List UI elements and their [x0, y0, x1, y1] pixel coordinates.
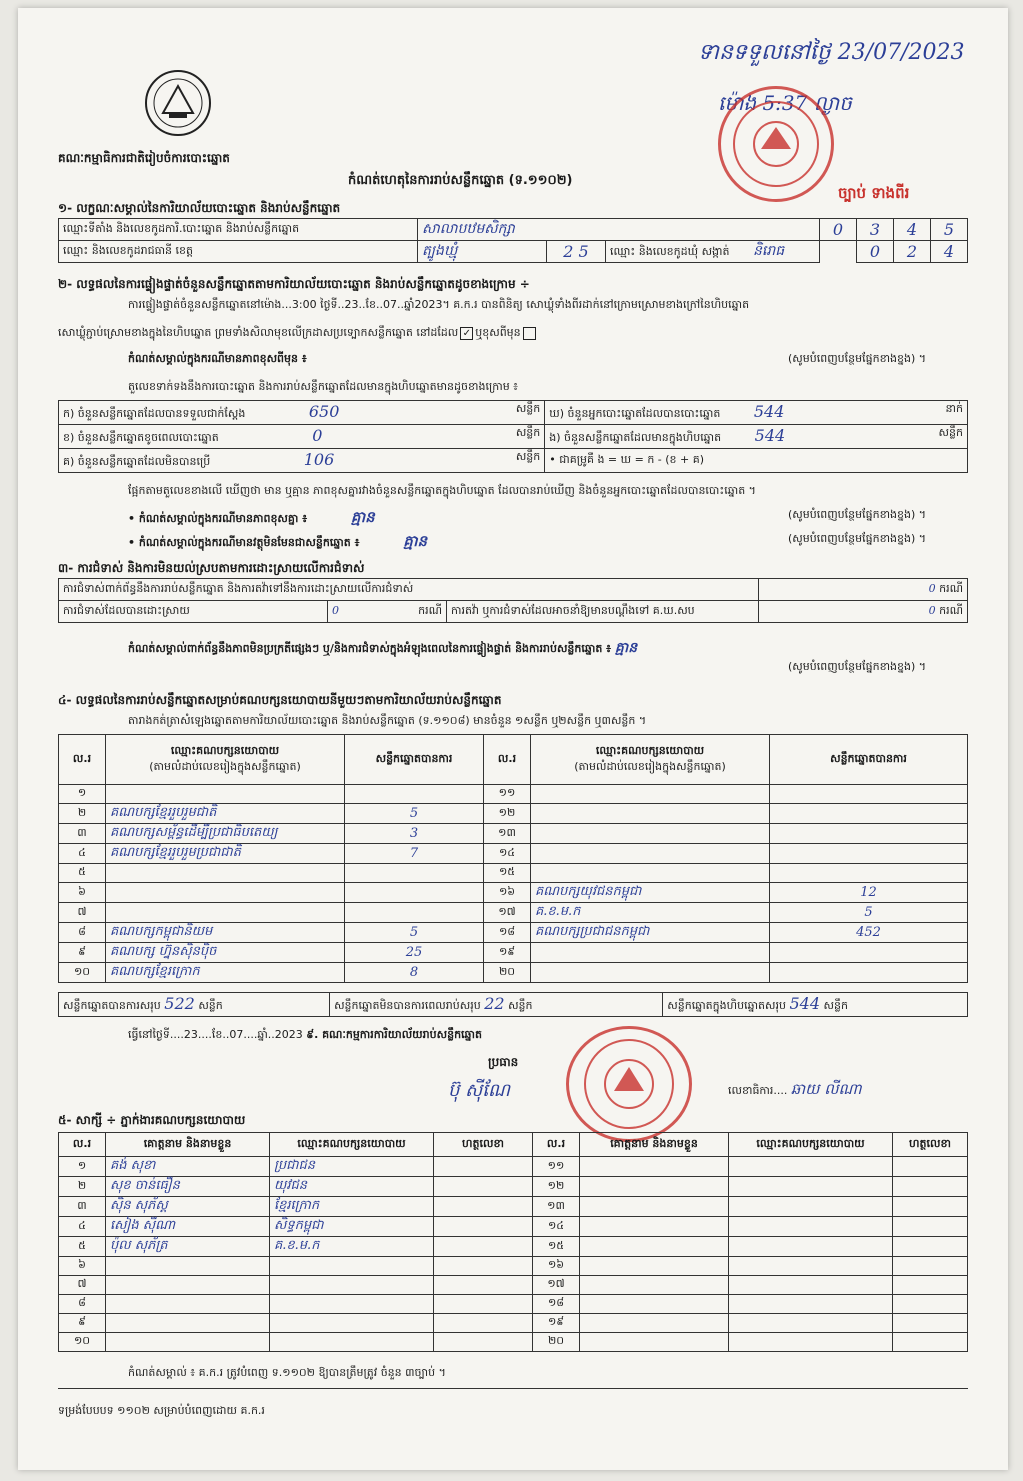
witness-name: ប៉ុល សុភ័ត្រ	[106, 1237, 270, 1257]
results-row	[59, 785, 968, 804]
party-name	[531, 785, 770, 804]
row-no: ៩	[59, 943, 106, 963]
s4-title: ៤- លទ្ធផលនៃការរាប់សន្លឹកឆ្នោតសម្រាប់គណបក្សនយោបាយនីមួយៗតាមការិយាល័យរាប់សន្លឹកឆ្នោត	[58, 693, 502, 707]
s2-title: ២- លទ្ធផលនៃការផ្ទៀងផ្ទាត់ចំនួនសន្លឹកឆ្នោតតាមការិយាល័យបោះឆ្នោត និងរាប់សន្លឹកឆ្នោតដូចខាងក្រោម ÷	[58, 277, 530, 291]
witness-signature	[434, 1157, 533, 1177]
witness-signature	[434, 1333, 533, 1352]
s3-fill-note: (សូមបំពេញបន្ថែមផ្នែកខាងខ្នង) ។	[788, 660, 927, 673]
witness-no: ១១	[533, 1157, 580, 1177]
s2-line1: ការផ្ទៀងផ្ទាត់ចំនួនសន្លឹកឆ្នោតនៅម៉ោង...3:00 ថ្ងៃទី..23..ខែ..07..ឆ្នាំ2023។ គ.ក.រ បានពិនិត្យ សោឃ្លុំទាំងពីរដាក់នៅក្រោមស្រោមខាងក្រៅនៃហិបឆ្នោត	[128, 298, 750, 311]
witness-name	[580, 1157, 729, 1177]
th-w-sign: ហត្ថលេខា	[434, 1133, 533, 1157]
witness-name	[580, 1295, 729, 1314]
s2-fill-note-2: (សូមបំពេញបន្ថែមផ្នែកខាងខ្នង) ។	[788, 508, 927, 521]
th-w-name: គោត្តនាម និងនាមខ្លួន	[106, 1133, 270, 1157]
party-name	[106, 903, 345, 923]
results-row	[59, 864, 968, 883]
witness-signature	[893, 1197, 968, 1217]
witness-no: ៦	[59, 1257, 106, 1276]
witness-party	[729, 1257, 893, 1276]
party-name: គណបក្សកម្ពុជានិយម	[106, 923, 345, 943]
th-votes: សន្លឹកឆ្នោតបានការ	[345, 735, 484, 785]
row-no: ១៩	[484, 943, 531, 963]
count-gho: ឃ) ចំនួនអ្នកបោះឆ្នោតដែលបានបោះឆ្នោត 544 នាក់	[545, 401, 968, 425]
witness-signature	[893, 1276, 968, 1295]
witness-row	[59, 1237, 968, 1257]
witness-signature	[893, 1314, 968, 1333]
th-no: ល.រ	[59, 735, 106, 785]
footer-note: កំណត់សម្គាល់ ៖ គ.ក.រ ត្រូវបំពេញ ទ.១១០២ ឱ្យបានត្រឹមត្រូវ ចំនួន ៣ច្បាប់ ។	[128, 1366, 446, 1379]
s3-r1-value: 0 ករណី	[759, 579, 968, 601]
witness-no: ៤	[59, 1217, 106, 1237]
witness-no: ២	[59, 1177, 106, 1197]
witness-party: ប្រជាជន	[270, 1157, 434, 1177]
date-line: ធ្វើនៅថ្ងៃទី....23....ខែ..07....ឆ្នាំ..2023 ៩. គណៈកម្មការការិយាល័យរាប់សន្លឹកឆ្នោត	[128, 1028, 483, 1041]
s3-r2b-value: 0 ករណី	[759, 601, 968, 623]
party-name: គណបក្សប្រជាជនកម្ពុជា	[531, 923, 770, 943]
s3-title: ៣- ការជំទាស់ និងការមិនយល់ស្របតាមការដោះស្រាយលើការជំទាស់	[58, 561, 365, 575]
witness-row	[59, 1333, 968, 1352]
party-name	[531, 844, 770, 864]
party-votes	[345, 864, 484, 883]
witness-no: ១៨	[533, 1295, 580, 1314]
s1-row1-label: ឈ្មោះទីតាំង និងលេខកូដការិ.បោះឆ្នោត និងរាប់សន្លឹកឆ្នោត	[59, 219, 418, 241]
s4-totals-table	[58, 992, 968, 1017]
count-ngo: ង) ចំនួនសន្លឹកឆ្នោតដែលមានក្នុងហិបឆ្នោត 544 សន្លឹក	[545, 425, 968, 449]
witness-name	[106, 1314, 270, 1333]
province-name: ត្បូងឃ្មុំ	[418, 241, 547, 263]
witness-party: យុវជន	[270, 1177, 434, 1197]
row-no: ១	[59, 785, 106, 804]
code-digit: 3	[857, 219, 894, 241]
witness-no: ១៥	[533, 1237, 580, 1257]
party-votes	[770, 943, 968, 963]
s5-witness-table	[58, 1132, 968, 1352]
s2-note-line: កំណត់សម្គាល់ក្នុងករណីមានភាពខុសពីមុន ៖	[128, 352, 307, 365]
party-name	[106, 864, 345, 883]
s2-counts-table	[58, 400, 968, 473]
witness-no: ១៣	[533, 1197, 580, 1217]
official-stamp-top	[718, 86, 834, 202]
party-name: គណបក្សខ្មែររួបរួមប្រជាជាតិ	[106, 844, 345, 864]
witness-name	[580, 1197, 729, 1217]
witness-name	[580, 1217, 729, 1237]
witness-party: សិទ្ធកម្ពុជា	[270, 1217, 434, 1237]
witness-signature	[434, 1217, 533, 1237]
results-row	[59, 963, 968, 983]
witness-name	[580, 1177, 729, 1197]
party-name	[531, 963, 770, 983]
witness-signature	[893, 1295, 968, 1314]
witness-row	[59, 1314, 968, 1333]
code-digit: 0	[820, 219, 857, 241]
count-kho: ខ) ចំនួនសន្លឹកឆ្នោតខូចពេលបោះឆ្នោត 0 សន្លឹក	[59, 425, 545, 449]
s1-row2-label: ឈ្មោះ និងលេខកូដរាជធានី ខេត្ត	[59, 241, 418, 263]
s2-bullet1: • កំណត់សម្គាល់ក្នុងករណីមានភាពខុសគ្នា ៖ គ្មាន	[128, 508, 375, 526]
s4-results-table	[58, 734, 968, 983]
chair-label: ប្រធាន	[488, 1055, 519, 1069]
witness-signature	[434, 1276, 533, 1295]
party-votes	[345, 883, 484, 903]
s2-match-line: ផ្អែកតាមតួលេខខាងលើ ឃើញថា មាន ឬគ្មាន ភាពខុសគ្នារវាងចំនួនសន្លឹកឆ្នោតក្នុងហិបឆ្នោត ដែលបានរាប់ឃើញ និងចំនួនអ្នកបោះឆ្នោតដែលបានបោះឆ្នោត ។	[128, 484, 756, 497]
witness-signature	[893, 1333, 968, 1352]
row-no: ៤	[59, 844, 106, 864]
party-votes: 12	[770, 883, 968, 903]
total-box: សន្លឹកឆ្នោតក្នុងហិបឆ្នោតសរុប 544 សន្លឹក	[663, 993, 968, 1017]
total-invalid: សន្លឹកឆ្នោតមិនបានការពេលរាប់សរុប 22 សន្លឹក	[330, 993, 663, 1017]
s2-bullet2: • កំណត់សម្គាល់ក្នុងករណីមានវត្ថុមិនមែនជាសន្លឹកឆ្នោត ៖ គ្មាន	[128, 532, 428, 550]
witness-no: ១៩	[533, 1314, 580, 1333]
witness-row	[59, 1197, 968, 1217]
party-votes: 7	[345, 844, 484, 864]
commune-code-digit: 0	[857, 241, 894, 263]
witness-row	[59, 1276, 968, 1295]
results-row	[59, 903, 968, 923]
row-no: ១៤	[484, 844, 531, 864]
witness-no: ១៤	[533, 1217, 580, 1237]
party-name	[531, 804, 770, 824]
witness-party	[270, 1314, 434, 1333]
witness-name: សៀង ស៊ីណា	[106, 1217, 270, 1237]
s3-note: កំណត់សម្គាល់ពាក់ព័ន្ធនឹងភាពមិនប្រក្រតីផ្សេងៗ ឬ/និងការជំទាស់ក្នុងអំឡុងពេលនៃការផ្ទៀងផ្ទាត់ និងការរាប់សន្លឹកឆ្នោត ៖ គ្មាន	[128, 640, 638, 656]
witness-party: ខ្មែរក្រោក	[270, 1197, 434, 1217]
th-w-name-right: គោត្តនាម និងនាមខ្លួន	[580, 1133, 729, 1157]
witness-party	[729, 1237, 893, 1257]
witness-party	[270, 1333, 434, 1352]
stamp-emblem-icon	[569, 1029, 689, 1139]
received-time: ម៉ោង 5:37 ល្ងាច	[718, 91, 852, 115]
results-row	[59, 804, 968, 824]
party-name: គណបក្សយុវជនកម្ពុជា	[531, 883, 770, 903]
s2-fill-note: (សូមបំពេញបន្ថែមផ្នែកខាងខ្នង) ។	[788, 352, 927, 365]
count-ka: ក) ចំនួនសន្លឹកឆ្នោតដែលបានទទួលជាក់ស្តែង 650 សន្លឹក	[59, 401, 545, 425]
witness-signature	[434, 1177, 533, 1197]
s5-title: ៥- សាក្សី ÷ ភ្នាក់ងារគណបក្សនយោបាយ	[58, 1113, 246, 1127]
row-no: ១១	[484, 785, 531, 804]
party-votes	[770, 824, 968, 844]
witness-signature	[893, 1237, 968, 1257]
witness-name: គង់ សុខា	[106, 1157, 270, 1177]
row-no: ១៣	[484, 824, 531, 844]
committee-name: គណៈកម្មាធិការជាតិរៀបចំការបោះឆ្នោត	[58, 151, 230, 165]
commune-cell: ឈ្មោះ និងលេខកូដឃុំ សង្កាត់ និរោធ	[606, 241, 820, 263]
commune-code-digit: 4	[931, 241, 968, 263]
witness-signature	[434, 1257, 533, 1276]
s1-title: ១- លក្ខណៈសម្គាល់នៃការិយាល័យបោះឆ្នោត និងរាប់សន្លឹកឆ្នោត	[58, 201, 341, 215]
witness-no: ៧	[59, 1276, 106, 1295]
s3-r2b-label: ការតវ៉ា ឬការជំទាស់ដែលអាចនាំឱ្យមានបណ្តឹងទៅ គ.ឃ.សប	[447, 601, 759, 623]
received-note: ទាន​ទទួល​នៅ​ថ្ងៃ 23/07/2023	[698, 40, 965, 65]
witness-party	[729, 1295, 893, 1314]
th-w-party-right: ឈ្មោះគណបក្សនយោបាយ	[729, 1133, 893, 1157]
th-no-right: ល.រ	[484, 735, 531, 785]
witness-name	[106, 1333, 270, 1352]
total-valid: សន្លឹកឆ្នោតបានការសរុប 522 សន្លឹក	[59, 993, 330, 1017]
row-no: ១០	[59, 963, 106, 983]
party-votes: 3	[345, 824, 484, 844]
witness-name: សុខ ចាន់ធឿន	[106, 1177, 270, 1197]
secretary-label: លេខាធិការ.... ឆាយ លីណា	[728, 1080, 862, 1098]
row-no: ៨	[59, 923, 106, 943]
results-row	[59, 923, 968, 943]
row-no: ១២	[484, 804, 531, 824]
witness-party	[729, 1333, 893, 1352]
party-name	[106, 883, 345, 903]
witness-no: ១២	[533, 1177, 580, 1197]
witness-signature	[434, 1314, 533, 1333]
s1-location: សាលាបឋមសិក្សា	[418, 219, 820, 241]
row-no: ១៦	[484, 883, 531, 903]
row-no: ៣	[59, 824, 106, 844]
party-name	[531, 824, 770, 844]
changed-checkbox[interactable]	[523, 327, 536, 340]
witness-party	[270, 1257, 434, 1276]
party-name: គណបក្សសម្ព័ន្ធដើម្បីប្រជាធិបតេយ្យ	[106, 824, 345, 844]
witness-party	[729, 1276, 893, 1295]
s3-r1-label: ការជំទាស់ពាក់ព័ន្ធនឹងការរាប់សន្លឹកឆ្នោត និងការតវ៉ាទៅនឹងការដោះស្រាយលើការជំទាស់	[59, 579, 759, 601]
party-votes: 8	[345, 963, 484, 983]
s1-table	[58, 218, 968, 263]
party-votes	[345, 903, 484, 923]
witness-party	[270, 1276, 434, 1295]
witness-row	[59, 1257, 968, 1276]
results-row	[59, 883, 968, 903]
witness-name	[580, 1333, 729, 1352]
row-no: ២	[59, 804, 106, 824]
witness-name	[580, 1237, 729, 1257]
nec-emblem-icon	[143, 68, 213, 138]
row-no: ១៥	[484, 864, 531, 883]
form-page	[18, 8, 1008, 1470]
witness-no: ៨	[59, 1295, 106, 1314]
witness-signature	[893, 1177, 968, 1197]
th-party: ឈ្មោះគណបក្សនយោបាយ (តាមលំដាប់លេខរៀងក្នុងសន្លឹកឆ្នោត)	[106, 735, 345, 785]
witness-party	[729, 1314, 893, 1333]
s3-table	[58, 578, 968, 623]
party-votes: 25	[345, 943, 484, 963]
witness-row	[59, 1177, 968, 1197]
witness-party	[729, 1157, 893, 1177]
witness-name	[106, 1276, 270, 1295]
row-no: ១៧	[484, 903, 531, 923]
party-votes: 5	[345, 804, 484, 824]
official-stamp-bottom	[566, 1026, 692, 1142]
row-no: ៧	[59, 903, 106, 923]
witness-signature	[893, 1217, 968, 1237]
witness-no: ១០	[59, 1333, 106, 1352]
party-votes: 5	[345, 923, 484, 943]
th-votes-right: សន្លឹកឆ្នោតបានការ	[770, 735, 968, 785]
province-code: 2 5	[547, 241, 606, 263]
witness-row	[59, 1217, 968, 1237]
party-name: គណបក្សខ្មែររួបរួមជាតិ	[106, 804, 345, 824]
th-party-right: ឈ្មោះគណបក្សនយោបាយ (តាមលំដាប់លេខរៀងក្នុងសន្លឹកឆ្នោត)	[531, 735, 770, 785]
nec-logo	[143, 68, 213, 138]
code-digit: 5	[931, 219, 968, 241]
witness-name: ស៊ិន សុភ័ស្ត	[106, 1197, 270, 1217]
row-no: ៦	[59, 883, 106, 903]
form-reference: ទម្រង់បែបបទ ១១០២ សម្រាប់បំពេញដោយ គ.ក.រ	[58, 1404, 265, 1417]
witness-no: ៩	[59, 1314, 106, 1333]
party-name	[106, 785, 345, 804]
s2-intro: តួលេខទាក់ទងនឹងការបោះឆ្នោត និងការរាប់សន្លឹកឆ្នោតដែលមានក្នុងហិបឆ្នោតមានដូចខាងក្រោម ៖	[128, 380, 519, 393]
th-w-sign-right: ហត្ថលេខា	[893, 1133, 968, 1157]
witness-no: ២០	[533, 1333, 580, 1352]
party-votes	[345, 785, 484, 804]
party-name: គណបក្ស ហ្វ៊ុនស៊ិនប៉ិច	[106, 943, 345, 963]
s4-sheets-line: តារាងកត់ត្រាសំឡេងឆ្នោតតាមការិយាល័យបោះឆ្នោត និងរាប់សន្លឹកឆ្នោត (ទ.១១០៨) មានចំនួន ១សន្លឹក ឬ២សន្លឹក ឬ៣សន្លឹក ។	[128, 714, 647, 727]
witness-name	[580, 1314, 729, 1333]
row-no: ៥	[59, 864, 106, 883]
commune-code-digit: 2	[894, 241, 931, 263]
party-name: គ.ខ.ម.ក	[531, 903, 770, 923]
th-w-party: ឈ្មោះគណបក្សនយោបាយ	[270, 1133, 434, 1157]
witness-party	[729, 1177, 893, 1197]
results-row	[59, 844, 968, 864]
th-w-no-right: ល.រ	[533, 1133, 580, 1157]
witness-row	[59, 1157, 968, 1177]
row-no: ២០	[484, 963, 531, 983]
witness-no: ១	[59, 1157, 106, 1177]
party-votes	[770, 864, 968, 883]
row-no: ១៨	[484, 923, 531, 943]
form-title: កំណត់ហេតុនៃការរាប់សន្លឹកឆ្នោត (ទ.១១០២)	[348, 173, 573, 188]
witness-party	[270, 1295, 434, 1314]
copy-label: ច្បាប់ ទាងពីរ	[838, 184, 910, 202]
party-name: គណបក្សខ្មែរក្រោក	[106, 963, 345, 983]
same-checkbox[interactable]: ✓	[460, 327, 473, 340]
code-digit: 4	[894, 219, 931, 241]
witness-name	[580, 1257, 729, 1276]
party-votes	[770, 844, 968, 864]
formula: • ជាគម្រូគឺ ង = ឃ = ក - (ខ + គ)	[545, 449, 968, 473]
party-name	[531, 864, 770, 883]
witness-no: ១៦	[533, 1257, 580, 1276]
witness-signature	[893, 1257, 968, 1276]
witness-signature	[893, 1157, 968, 1177]
results-row	[59, 943, 968, 963]
witness-no: ១៧	[533, 1276, 580, 1295]
party-name	[531, 943, 770, 963]
party-votes: 452	[770, 923, 968, 943]
count-ko: គ) ចំនួនសន្លឹកឆ្នោតដែលមិនបានប្រើ 106 សន្លឹក	[59, 449, 545, 473]
witness-signature	[434, 1197, 533, 1217]
witness-no: ៣	[59, 1197, 106, 1217]
party-votes	[770, 963, 968, 983]
party-votes: 5	[770, 903, 968, 923]
witness-name	[106, 1257, 270, 1276]
witness-no: ៥	[59, 1237, 106, 1257]
witness-name	[106, 1295, 270, 1314]
stamp-emblem-icon	[721, 89, 831, 199]
witness-signature	[434, 1237, 533, 1257]
witness-party	[729, 1217, 893, 1237]
party-votes	[770, 785, 968, 804]
results-row	[59, 824, 968, 844]
th-w-no: ល.រ	[59, 1133, 106, 1157]
party-votes	[770, 804, 968, 824]
witness-party: គ.ខ.ម.ក	[270, 1237, 434, 1257]
s3-r2-label: ការជំទាស់ដែលបានដោះស្រាយ	[59, 601, 328, 623]
chair-signature: ប៊ុ ស៊ីណែ	[448, 1080, 510, 1101]
footer-divider	[58, 1388, 968, 1389]
s2-line2: សោឃ្លុំភ្ជាប់ស្រោមខាងក្នុងនៃហិបឆ្នោត ព្រមទាំងសិលាមុខលើក្រដាសប្រទ្បោកសន្លឹកឆ្នោត នៅដដែល ✓ ឬខុសពីមុន	[58, 326, 538, 342]
witness-name	[580, 1276, 729, 1295]
witness-party	[729, 1197, 893, 1217]
s3-r2-value: 0 ករណី	[328, 601, 447, 623]
s2-fill-note-3: (សូមបំពេញបន្ថែមផ្នែកខាងខ្នង) ។	[788, 532, 927, 545]
witness-row	[59, 1295, 968, 1314]
witness-signature	[434, 1295, 533, 1314]
